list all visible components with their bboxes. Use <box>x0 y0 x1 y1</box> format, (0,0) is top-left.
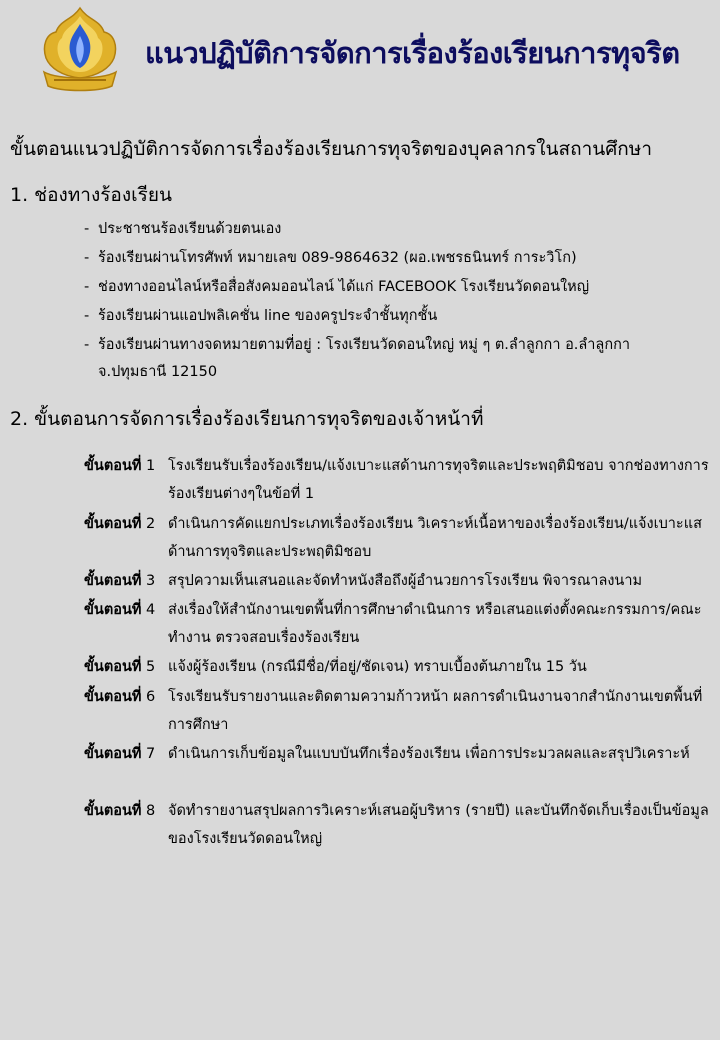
step-item: ขั้นตอนที่ 1 โรงเรียนรับเรื่องร้องเรียน/แจ้งเบาะแสด้านการทุจริตและประพฤติมิชอบ จากช่องทางการร้องเรียนต่างๆในข้อที่ 1 <box>84 458 709 502</box>
step-item: ขั้นตอนที่ 8 จัดทำรายงานสรุปผลการวิเคราะห์เสนอผู้บริหาร (รายปี) และบันทึกจัดเก็บเรื่องเป็นข้อมูลของโรงเรียนวัดดอนใหญ่ <box>84 803 709 847</box>
channel-item: - ประชาชนร้องเรียนด้วยตนเอง <box>84 221 282 237</box>
page-title: แนวปฏิบัติการจัดการเรื่องร้องเรียนการทุจริต <box>145 36 680 70</box>
section-1-title: 1. ช่องทางร้องเรียน <box>10 184 172 206</box>
step-item: ขั้นตอนที่ 3 สรุปความเห็นเสนอและจัดทำหนังสือถึงผู้อำนวยการโรงเรียน พิจารณาลงนาม <box>84 573 643 589</box>
channel-item: - ร้องเรียนผ่านทางจดหมายตามที่อยู่ : โรงเรียนวัดดอนใหญ่ หมู่ ๆ ต.ลำลูกกา อ.ลำลูกกา จ.ปทุมธานี 12150 <box>84 337 631 380</box>
channel-item: - ร้องเรียนผ่านโทรศัพท์ หมายเลข 089-9864632 (ผอ.เพชรธนินทร์ การะวิโก) <box>84 250 577 266</box>
step-item: ขั้นตอนที่ 4 ส่งเรื่องให้สำนักงานเขตพื้นที่การศึกษาดำเนินการ หรือเสนอแต่งตั้งคณะกรรมการ/คณะทำงาน ตรวจสอบเรื่องร้องเรียน <box>84 602 702 646</box>
step-item: ขั้นตอนที่ 6 โรงเรียนรับรายงานและติดตามความก้าวหน้า ผลการดำเนินงานจากสำนักงานเขตพื้นที่การศึกษา <box>84 689 703 733</box>
school-emblem-flame-icon <box>38 6 122 92</box>
step-item: ขั้นตอนที่ 7 ดำเนินการเก็บข้อมูลในแบบบันทึกเรื่องร้องเรียน เพื่อการประมวลผลและสรุปวิเคราะห์ <box>84 746 690 762</box>
section-2-title: 2. ขั้นตอนการจัดการเรื่องร้องเรียนการทุจริตของเจ้าหน้าที่ <box>10 408 484 430</box>
channel-item: - ร้องเรียนผ่านแอปพลิเคชั่น line ของครูประจำชั้นทุกชั้น <box>84 308 438 324</box>
channel-item: - ช่องทางออนไลน์หรือสื่อสังคมออนไลน์ ได้แก่ FACEBOOK โรงเรียนวัดดอนใหญ่ <box>84 279 590 295</box>
procedure-heading: ขั้นตอนแนวปฏิบัติการจัดการเรื่องร้องเรียนการทุจริตของบุคลากรในสถานศึกษา <box>10 138 652 160</box>
step-item: ขั้นตอนที่ 5 แจ้งผู้ร้องเรียน (กรณีมีชื่อ/ที่อยู่/ชัดเจน) ทราบเบื้องต้นภายใน 15 วัน <box>84 659 587 675</box>
step-item: ขั้นตอนที่ 2 ดำเนินการคัดแยกประเภทเรื่องร้องเรียน วิเคราะห์เนื้อหาของเรื่องร้องเรียน/แจ้งเบาะแสด้านการทุจริตและประพฤติมิชอบ <box>84 516 702 560</box>
